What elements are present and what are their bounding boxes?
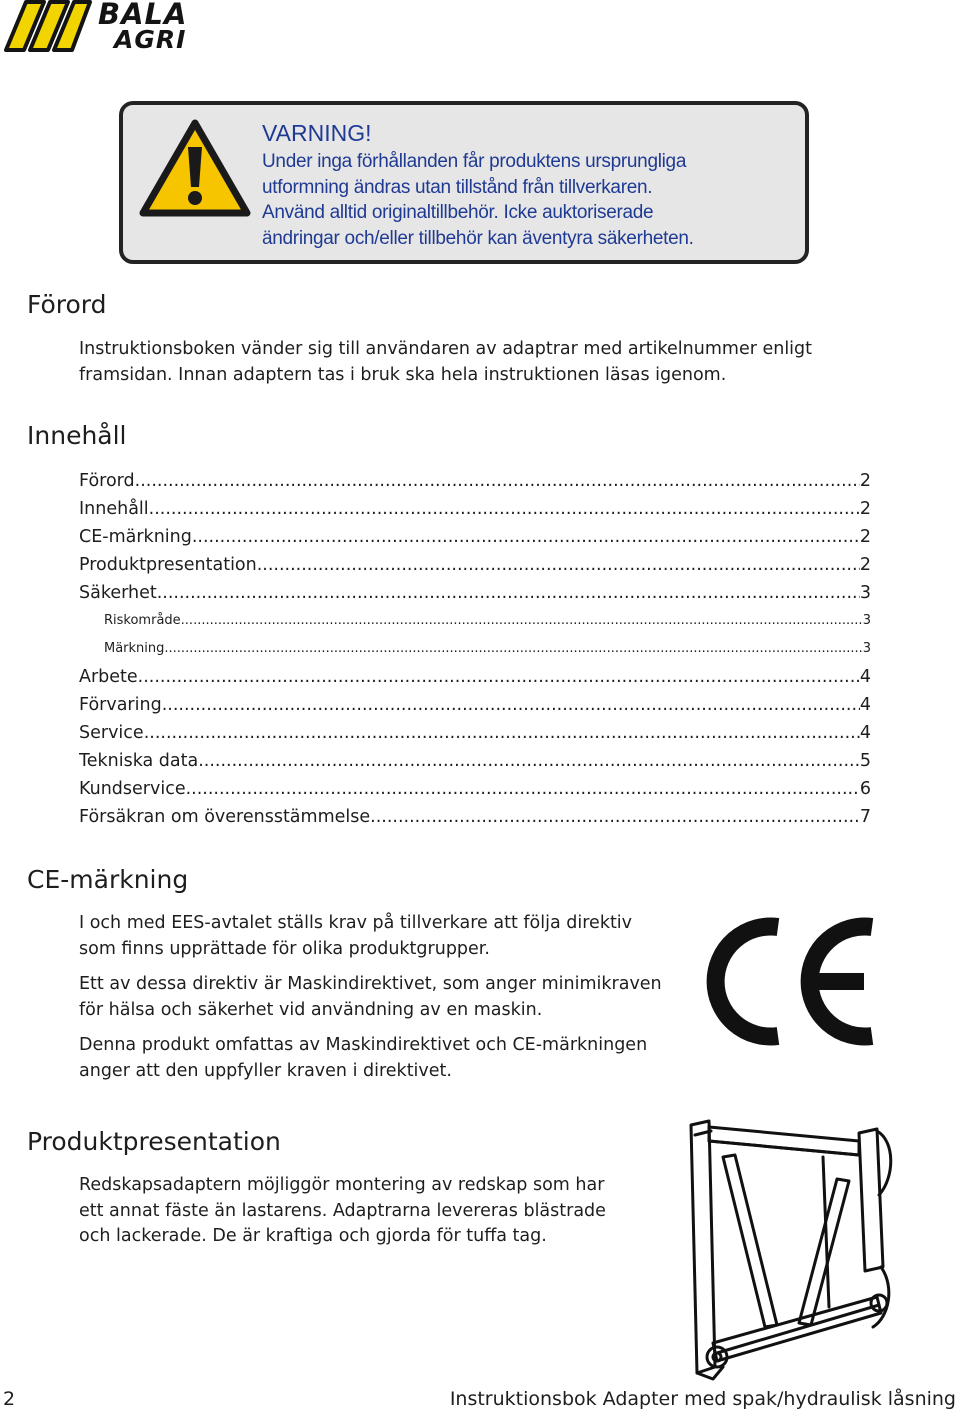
warning-line-3: Använd alltid originaltillbehör. Icke auktoriserade: [262, 202, 654, 223]
toc-leader: [135, 467, 860, 495]
forord-heading: Förord: [27, 290, 107, 319]
warning-line-2: utformning ändras utan tillstånd från tillverkaren.: [262, 176, 653, 198]
toc-page: 4: [859, 667, 871, 687]
toc-page: 2: [859, 471, 871, 491]
logo-line-1: BALA: [98, 0, 188, 31]
toc-leader: [257, 551, 860, 579]
toc-label: Förord: [79, 471, 135, 491]
forord-text: [79, 337, 812, 388]
toc-leader: [164, 635, 862, 663]
toc-leader: [181, 607, 863, 635]
toc-page: 2: [859, 499, 871, 519]
adapter-illustration-icon: [683, 1117, 898, 1382]
ce-paragraph-3: [79, 1033, 647, 1084]
ce-p1-line-1: I och med EES-avtalet ställs krav på tillverkare att följa direktiv: [79, 913, 633, 933]
toc-leader: [162, 691, 860, 719]
ce-p3-line-2: anger att den uppfyller kraven i direktivet.: [79, 1060, 452, 1081]
toc-label: Produktpresentation: [79, 555, 257, 575]
toc-page: 6: [859, 779, 871, 799]
toc-label: Förvaring: [79, 695, 162, 715]
toc-item-forord[interactable]: [79, 467, 871, 495]
toc-label: Arbete: [79, 667, 138, 687]
innehall-heading: Innehåll: [27, 421, 127, 450]
toc-leader: [138, 663, 860, 691]
toc-item-ce-markning[interactable]: [79, 523, 871, 551]
toc-page: 4: [859, 723, 871, 743]
produkt-line-1: Redskapsadaptern möjliggör montering av redskap som har: [79, 1175, 605, 1195]
toc-page: 2: [859, 527, 871, 547]
toc-label: Service: [79, 723, 144, 743]
toc-item-forsakran[interactable]: [79, 803, 871, 831]
toc-label: Säkerhet: [79, 583, 157, 603]
toc-leader: [198, 747, 860, 775]
ce-paragraph-1: [79, 911, 632, 962]
ce-heading: CE-märkning: [27, 865, 189, 894]
toc-label: Försäkran om överensstämmelse: [79, 807, 371, 827]
toc-page: 3: [859, 583, 871, 603]
logo-line-2: AGRI: [114, 25, 187, 54]
forord-line-2: framsidan. Innan adaptern tas i bruk ska hela instruktionen läsas igenom.: [79, 364, 727, 385]
toc-label: Kundservice: [79, 779, 186, 799]
toc-item-produktpresentation[interactable]: [79, 551, 871, 579]
logo-stripes-icon: [4, 0, 100, 56]
toc-leader: [149, 495, 860, 523]
toc-label: Innehåll: [79, 499, 149, 519]
produkt-line-3: och lackerade. De är kraftiga och gjorda för tuffa tag.: [79, 1226, 547, 1246]
forord-line-1: Instruktionsboken vänder sig till användaren av adaptrar med artikelnummer enligt: [79, 339, 813, 359]
toc-item-kundservice[interactable]: [79, 775, 871, 803]
ce-mark-icon: [702, 915, 882, 1048]
toc-label: CE-märkning: [79, 527, 192, 547]
toc-leader: [157, 579, 860, 607]
toc-leader: [144, 719, 860, 747]
ce-p2-line-2: för hälsa och säkerhet vid användning av en maskin.: [79, 999, 543, 1020]
footer-title: Instruktionsbok Adapter med spak/hydraulisk låsning: [449, 1388, 956, 1410]
footer-page-number: 2: [3, 1388, 16, 1410]
toc-leader: [192, 523, 860, 551]
toc-page: 3: [862, 641, 871, 656]
toc-item-riskomrade[interactable]: [79, 607, 871, 635]
bala-agri-logo: [4, 0, 190, 56]
toc-leader: [186, 775, 860, 803]
toc-item-arbete[interactable]: [79, 663, 871, 691]
toc-item-sakerhet[interactable]: [79, 579, 871, 607]
toc-label: Tekniska data: [79, 751, 199, 771]
toc-page: 2: [859, 555, 871, 575]
warning-box: [119, 101, 809, 264]
toc-page: 4: [859, 695, 871, 715]
toc-leader: [370, 803, 860, 831]
toc-item-service[interactable]: [79, 719, 871, 747]
toc-label: Märkning: [104, 641, 165, 656]
toc-item-markning[interactable]: [79, 635, 871, 663]
produkt-heading: Produktpresentation: [27, 1127, 281, 1156]
warning-title: VARNING!: [262, 120, 372, 146]
toc-page: 3: [862, 613, 871, 628]
toc-item-innehall[interactable]: [79, 495, 871, 523]
ce-p2-line-1: Ett av dessa direktiv är Maskindirektivet, som anger minimikraven: [79, 974, 662, 994]
produkt-text: [79, 1173, 606, 1250]
toc-item-tekniska-data[interactable]: [79, 747, 871, 775]
table-of-contents: [79, 467, 871, 831]
toc-page: 5: [859, 751, 871, 771]
toc-label: Riskområde: [104, 613, 181, 628]
toc-page: 7: [859, 807, 871, 827]
produkt-line-2: ett annat fäste än lastarens. Adaptrarna levereras blästrade: [79, 1200, 606, 1221]
warning-line-4: ändringar och/eller tillbehör kan äventyra säkerheten.: [262, 227, 694, 249]
ce-paragraph-2: [79, 972, 662, 1023]
logo-text: [98, 0, 187, 52]
toc-item-forvaring[interactable]: [79, 691, 871, 719]
warning-line-1: Under inga förhållanden får produktens ursprungliga: [262, 151, 687, 172]
warning-text: [262, 117, 802, 251]
warning-triangle-icon: [137, 117, 253, 219]
ce-p3-line-1: Denna produkt omfattas av Maskindirektivet och CE-märkningen: [79, 1035, 648, 1055]
ce-p1-line-2: som finns upprättade för olika produktgrupper.: [79, 938, 490, 959]
